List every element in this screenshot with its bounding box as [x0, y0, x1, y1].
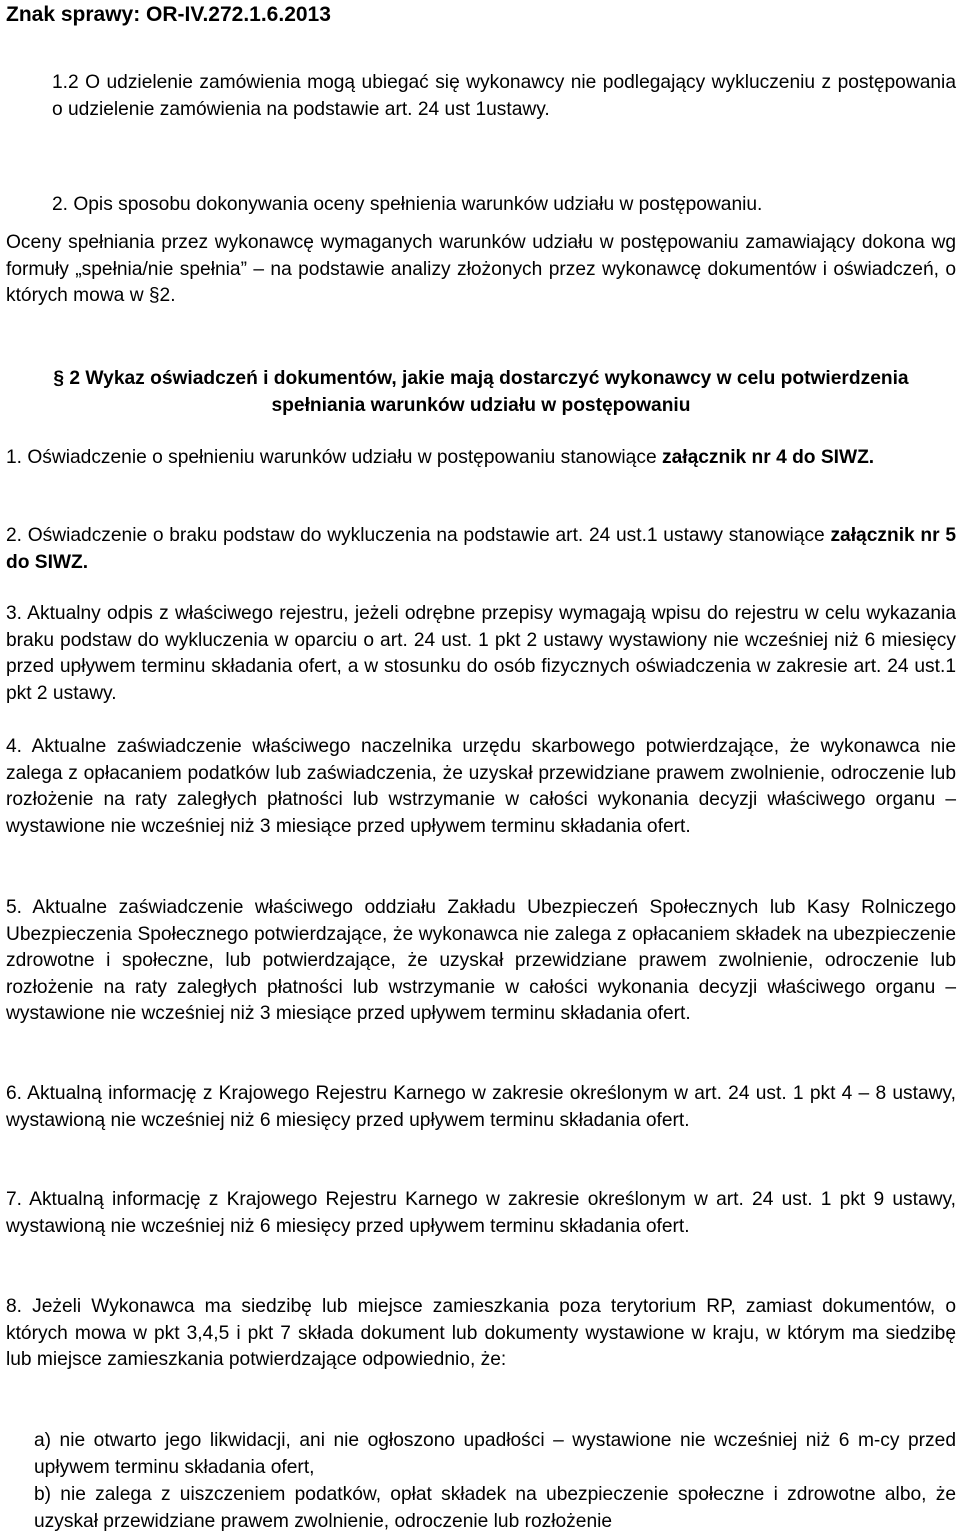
case-number: Znak sprawy: OR-IV.272.1.6.2013	[6, 3, 331, 26]
list-item-6: 6. Aktualną informację z Krajowego Rejestru Karnego w zakresie określonym w art. 24 ust. 1 pkt 4 – 8 ustawy, wystawioną nie wcześniej niż 6 miesięcy przed upływem terminu składania ofert.	[6, 1083, 956, 1131]
item-bold-text: załącznik nr 4 do SIWZ.	[661, 447, 875, 468]
list-item-4: 4. Aktualne zaświadczenie właściwego naczelnika urzędu skarbowego potwierdzające, że wykonawca nie zalega z opłacaniem podatków lub zaświadczenia, że uzyskał przewidziane prawem zwolnienie, odroczenie lub rozłożenie na raty zaległych płatności lub wstrzymanie w całości wykonania decyzji właściwego organu – wystawione nie wcześniej niż 3 miesiące przed upływem terminu składania ofert.	[6, 736, 956, 837]
section-2-text: Oceny spełniania przez wykonawcę wymaganych warunków udziału w postępowaniu zamawiający dokona wg formuły „spełnia/nie spełnia” – na podstawie analizy złożonych przez wykonawcę dokumentów i oświadczeń, o których mowa w §2.	[6, 232, 956, 306]
section-2-title: 2. Opis sposobu dokonywania oceny spełnienia warunków udziału w postępowaniu.	[52, 194, 763, 215]
sub-item-a: a) nie otwarto jego likwidacji, ani nie ogłoszono upadłości – wystawione nie wcześniej niż 6 m-cy przed upływem terminu składania ofert,	[34, 1430, 956, 1478]
list-item-8: 8. Jeżeli Wykonawca ma siedzibę lub miejsce zamieszkania poza terytorium RP, zamiast dokumentów, o których mowa w pkt 3,4,5 i pkt 7 składa dokument lub dokumenty wystawione w kraju, w którym ma siedzibę lub miejsce zamieszkania potwierdzające odpowiednio, że:	[6, 1296, 956, 1370]
section-1-2: 1.2 O udzielenie zamówienia mogą ubiegać się wykonawcy nie podlegający wykluczeniu z postępowania o udzielenie zamówienia na podstawie art. 24 ust 1ustawy.	[52, 72, 956, 120]
list-item-5: 5. Aktualne zaświadczenie właściwego oddziału Zakładu Ubezpieczeń Społecznych lub Kasy Rolniczego Ubezpieczenia Społecznego potwierdzające, że wykonawca nie zalega z opłacaniem składek na ubezpieczenie zdrowotne i społeczne, lub potwierdzające, że uzyskał przewidziane prawem zwolnienie, odroczenie lub rozłożenie na raty zaległych płatności lub wstrzymanie w całości wykonania decyzji właściwego organu – wystawione nie wcześniej niż 3 miesiące przed upływem terminu składania ofert.	[6, 897, 956, 1024]
list-heading: § 2 Wykaz oświadczeń i dokumentów, jakie mają dostarczyć wykonawcy w celu potwierdzenia spełniania warunków udziału w postępowaniu	[53, 368, 909, 416]
list-item-7: 7. Aktualną informację z Krajowego Rejestru Karnego w zakresie określonym w art. 24 ust. 1 pkt 9 ustawy, wystawioną nie wcześniej niż 6 miesięcy przed upływem terminu składania ofert.	[6, 1189, 956, 1237]
item-bold-text: załącznik nr 5 do SIWZ.	[6, 525, 956, 573]
list-item-1	[6, 445, 956, 472]
item-text: 1. Oświadczenie o spełnieniu warunków udziału w postępowaniu stanowiące	[6, 447, 662, 468]
list-item-2	[6, 523, 956, 576]
list-item-3: 3. Aktualny odpis z właściwego rejestru, jeżeli odrębne przepisy wymagają wpisu do rejestru w celu wykazania braku podstaw do wykluczenia w oparciu o art. 24 ust. 1 pkt 2 ustawy wystawiony nie wcześniej niż 6 miesięcy przed upływem terminu składania ofert, a w stosunku do osób fizycznych oświadczenia w zakresie art. 24 ust.1 pkt 2 ustawy.	[6, 603, 956, 704]
item-text: 2. Oświadczenie o braku podstaw do wykluczenia na podstawie art. 24 ust.1 ustawy stanowiące	[6, 525, 831, 546]
sub-item-b: b) nie zalega z uiszczeniem podatków, opłat składek na ubezpieczenie społeczne i zdrowotne albo, że uzyskał przewidziane prawem zwolnienie, odroczenie lub rozłożenie	[34, 1484, 956, 1532]
